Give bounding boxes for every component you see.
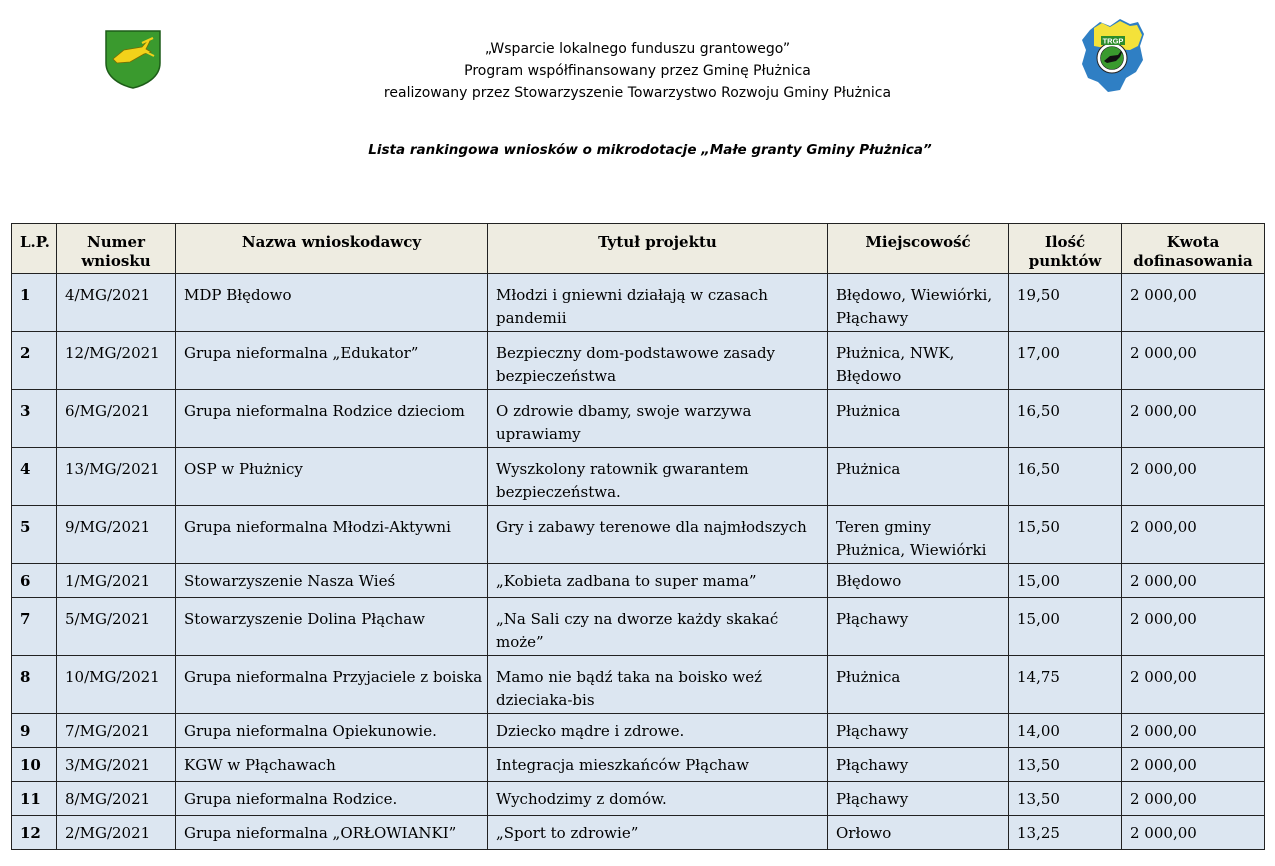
cell-lp: 1 — [12, 274, 57, 332]
cell-amount: 2 000,00 — [1122, 782, 1265, 816]
cell-points: 15,50 — [1009, 506, 1122, 564]
cell-title-line1: Bezpieczny dom-podstawowe zasady — [496, 344, 776, 362]
cell-lp: 12 — [12, 816, 57, 850]
cell-number: 10/MG/2021 — [57, 656, 176, 714]
col-header-amount-line2: dofinasowania — [1133, 252, 1253, 270]
cell-number: 1/MG/2021 — [57, 564, 176, 598]
cell-number: 8/MG/2021 — [57, 782, 176, 816]
cell-points: 15,00 — [1009, 598, 1122, 656]
cell-lp: 11 — [12, 782, 57, 816]
cell-number: 9/MG/2021 — [57, 506, 176, 564]
cell-place — [828, 332, 1009, 390]
table-row — [12, 448, 1265, 506]
cell-points: 15,00 — [1009, 564, 1122, 598]
cell-title: Integracja mieszkańców Płąchaw — [488, 748, 828, 782]
cell-title-line2: bezpieczeństwa. — [496, 483, 621, 501]
cell-lp: 4 — [12, 448, 57, 506]
cell-title-line2: bezpieczeństwa — [496, 367, 617, 385]
cell-title-line1: Mamo nie bądź taka na boisko weź — [496, 668, 763, 686]
cell-place: Płużnica — [828, 390, 1009, 448]
cell-place — [828, 506, 1009, 564]
col-header-points — [1009, 224, 1122, 274]
cell-place-line1: Teren gminy — [836, 518, 931, 536]
cell-lp: 8 — [12, 656, 57, 714]
cell-title — [488, 598, 828, 656]
cell-title-line2: pandemii — [496, 309, 567, 327]
col-header-lp: L.P. — [12, 224, 57, 274]
cell-title: „Sport to zdrowie” — [488, 816, 828, 850]
cell-applicant: Grupa nieformalna „Edukator” — [176, 332, 488, 390]
cell-place: Płąchawy — [828, 598, 1009, 656]
table-row — [12, 274, 1265, 332]
cell-number: 7/MG/2021 — [57, 714, 176, 748]
table-row — [12, 714, 1265, 748]
cell-points: 14,00 — [1009, 714, 1122, 748]
cell-applicant: Stowarzyszenie Nasza Wieś — [176, 564, 488, 598]
cell-points: 14,75 — [1009, 656, 1122, 714]
cell-lp: 7 — [12, 598, 57, 656]
cell-amount: 2 000,00 — [1122, 448, 1265, 506]
cell-amount: 2 000,00 — [1122, 390, 1265, 448]
cell-title-line2: może” — [496, 633, 544, 651]
cell-title — [488, 448, 828, 506]
cell-place: Płużnica — [828, 448, 1009, 506]
cell-number: 4/MG/2021 — [57, 274, 176, 332]
cell-title: Dziecko mądre i zdrowe. — [488, 714, 828, 748]
col-header-amount — [1122, 224, 1265, 274]
cell-place: Płąchawy — [828, 782, 1009, 816]
cell-points: 19,50 — [1009, 274, 1122, 332]
cell-lp: 5 — [12, 506, 57, 564]
cell-applicant: MDP Błędowo — [176, 274, 488, 332]
header-line-2: Program współfinansowany przez Gminę Płużnica — [464, 63, 811, 79]
cell-place: Płąchawy — [828, 748, 1009, 782]
cell-place-line2: Błędowo — [836, 367, 902, 385]
cell-title-line1: O zdrowie dbamy, swoje warzywa — [496, 402, 752, 420]
col-header-number — [57, 224, 176, 274]
cell-amount: 2 000,00 — [1122, 564, 1265, 598]
cell-number: 2/MG/2021 — [57, 816, 176, 850]
cell-points: 13,50 — [1009, 748, 1122, 782]
cell-title: Wychodzimy z domów. — [488, 782, 828, 816]
table-header-row — [12, 224, 1265, 274]
cell-title-line1: „Na Sali czy na dworze każdy skakać — [496, 610, 779, 628]
table-row — [12, 782, 1265, 816]
cell-amount: 2 000,00 — [1122, 274, 1265, 332]
cell-applicant: Grupa nieformalna Przyjaciele z boiska — [176, 656, 488, 714]
cell-amount: 2 000,00 — [1122, 598, 1265, 656]
trgp-logo-text: TRGP — [1102, 36, 1124, 46]
cell-applicant: Stowarzyszenie Dolina Płąchaw — [176, 598, 488, 656]
cell-points: 16,50 — [1009, 390, 1122, 448]
cell-applicant: Grupa nieformalna „ORŁOWIANKI” — [176, 816, 488, 850]
header-line-1: „Wsparcie lokalnego funduszu grantowego” — [484, 41, 791, 57]
cell-place — [828, 274, 1009, 332]
cell-title — [488, 274, 828, 332]
cell-applicant: Grupa nieformalna Rodzice. — [176, 782, 488, 816]
col-header-amount-line1: Kwota — [1166, 233, 1220, 251]
cell-applicant: Grupa nieformalna Opiekunowie. — [176, 714, 488, 748]
cell-number: 5/MG/2021 — [57, 598, 176, 656]
cell-number: 12/MG/2021 — [57, 332, 176, 390]
ranking-list-title: Lista rankingowa wniosków o mikrodotacje „Małe granty Gminy Płużnica” — [368, 142, 932, 158]
cell-title-line1: Młodzi i gniewni działają w czasach — [496, 286, 768, 304]
cell-title — [488, 656, 828, 714]
cell-applicant: KGW w Płąchawach — [176, 748, 488, 782]
col-header-points-line1: Ilość — [1044, 233, 1086, 251]
col-header-applicant: Nazwa wnioskodawcy — [176, 224, 488, 274]
cell-place-line2: Płużnica, Wiewiórki — [836, 541, 987, 559]
cell-applicant: OSP w Płużnicy — [176, 448, 488, 506]
cell-amount: 2 000,00 — [1122, 748, 1265, 782]
cell-place-line1: Błędowo, Wiewiórki, — [836, 286, 993, 304]
cell-applicant: Grupa nieformalna Młodzi-Aktywni — [176, 506, 488, 564]
cell-amount: 2 000,00 — [1122, 506, 1265, 564]
cell-points: 13,50 — [1009, 782, 1122, 816]
table-row — [12, 598, 1265, 656]
cell-title: Gry i zabawy terenowe dla najmłodszych — [488, 506, 828, 564]
table-row — [12, 748, 1265, 782]
cell-place: Błędowo — [828, 564, 1009, 598]
header-line-3: realizowany przez Stowarzyszenie Towarzystwo Rozwoju Gminy Płużnica — [383, 85, 892, 101]
cell-title-line1: Wyszkolony ratownik gwarantem — [496, 460, 749, 478]
cell-amount: 2 000,00 — [1122, 816, 1265, 850]
cell-lp: 9 — [12, 714, 57, 748]
cell-title-line2: uprawiamy — [496, 425, 581, 443]
cell-applicant: Grupa nieformalna Rodzice dzieciom — [176, 390, 488, 448]
ranking-table — [11, 223, 1265, 850]
cell-points: 13,25 — [1009, 816, 1122, 850]
cell-points: 16,50 — [1009, 448, 1122, 506]
col-header-number-line2: wniosku — [81, 252, 151, 270]
cell-lp: 10 — [12, 748, 57, 782]
col-header-points-line2: punktów — [1028, 252, 1102, 270]
cell-place: Płużnica — [828, 656, 1009, 714]
col-header-place: Miejscowość — [828, 224, 1009, 274]
cell-title — [488, 390, 828, 448]
cell-lp: 6 — [12, 564, 57, 598]
table-row — [12, 656, 1265, 714]
cell-number: 13/MG/2021 — [57, 448, 176, 506]
col-header-title: Tytuł projektu — [488, 224, 828, 274]
cell-amount: 2 000,00 — [1122, 714, 1265, 748]
cell-place: Orłowo — [828, 816, 1009, 850]
col-header-number-line1: Numer — [87, 233, 145, 251]
cell-title: „Kobieta zadbana to super mama” — [488, 564, 828, 598]
cell-place-line2: Płąchawy — [836, 309, 909, 327]
cell-amount: 2 000,00 — [1122, 656, 1265, 714]
document-header — [0, 38, 1275, 104]
cell-title-line2: dzieciaka-bis — [496, 691, 595, 709]
table-row — [12, 390, 1265, 448]
cell-points: 17,00 — [1009, 332, 1122, 390]
cell-lp: 2 — [12, 332, 57, 390]
cell-number: 6/MG/2021 — [57, 390, 176, 448]
cell-number: 3/MG/2021 — [57, 748, 176, 782]
cell-amount: 2 000,00 — [1122, 332, 1265, 390]
table-row — [12, 564, 1265, 598]
cell-place-line1: Płużnica, NWK, — [836, 344, 955, 362]
cell-lp: 3 — [12, 390, 57, 448]
cell-place: Płąchawy — [828, 714, 1009, 748]
cell-title — [488, 332, 828, 390]
table-row — [12, 332, 1265, 390]
table-row — [12, 816, 1265, 850]
table-row — [12, 506, 1265, 564]
